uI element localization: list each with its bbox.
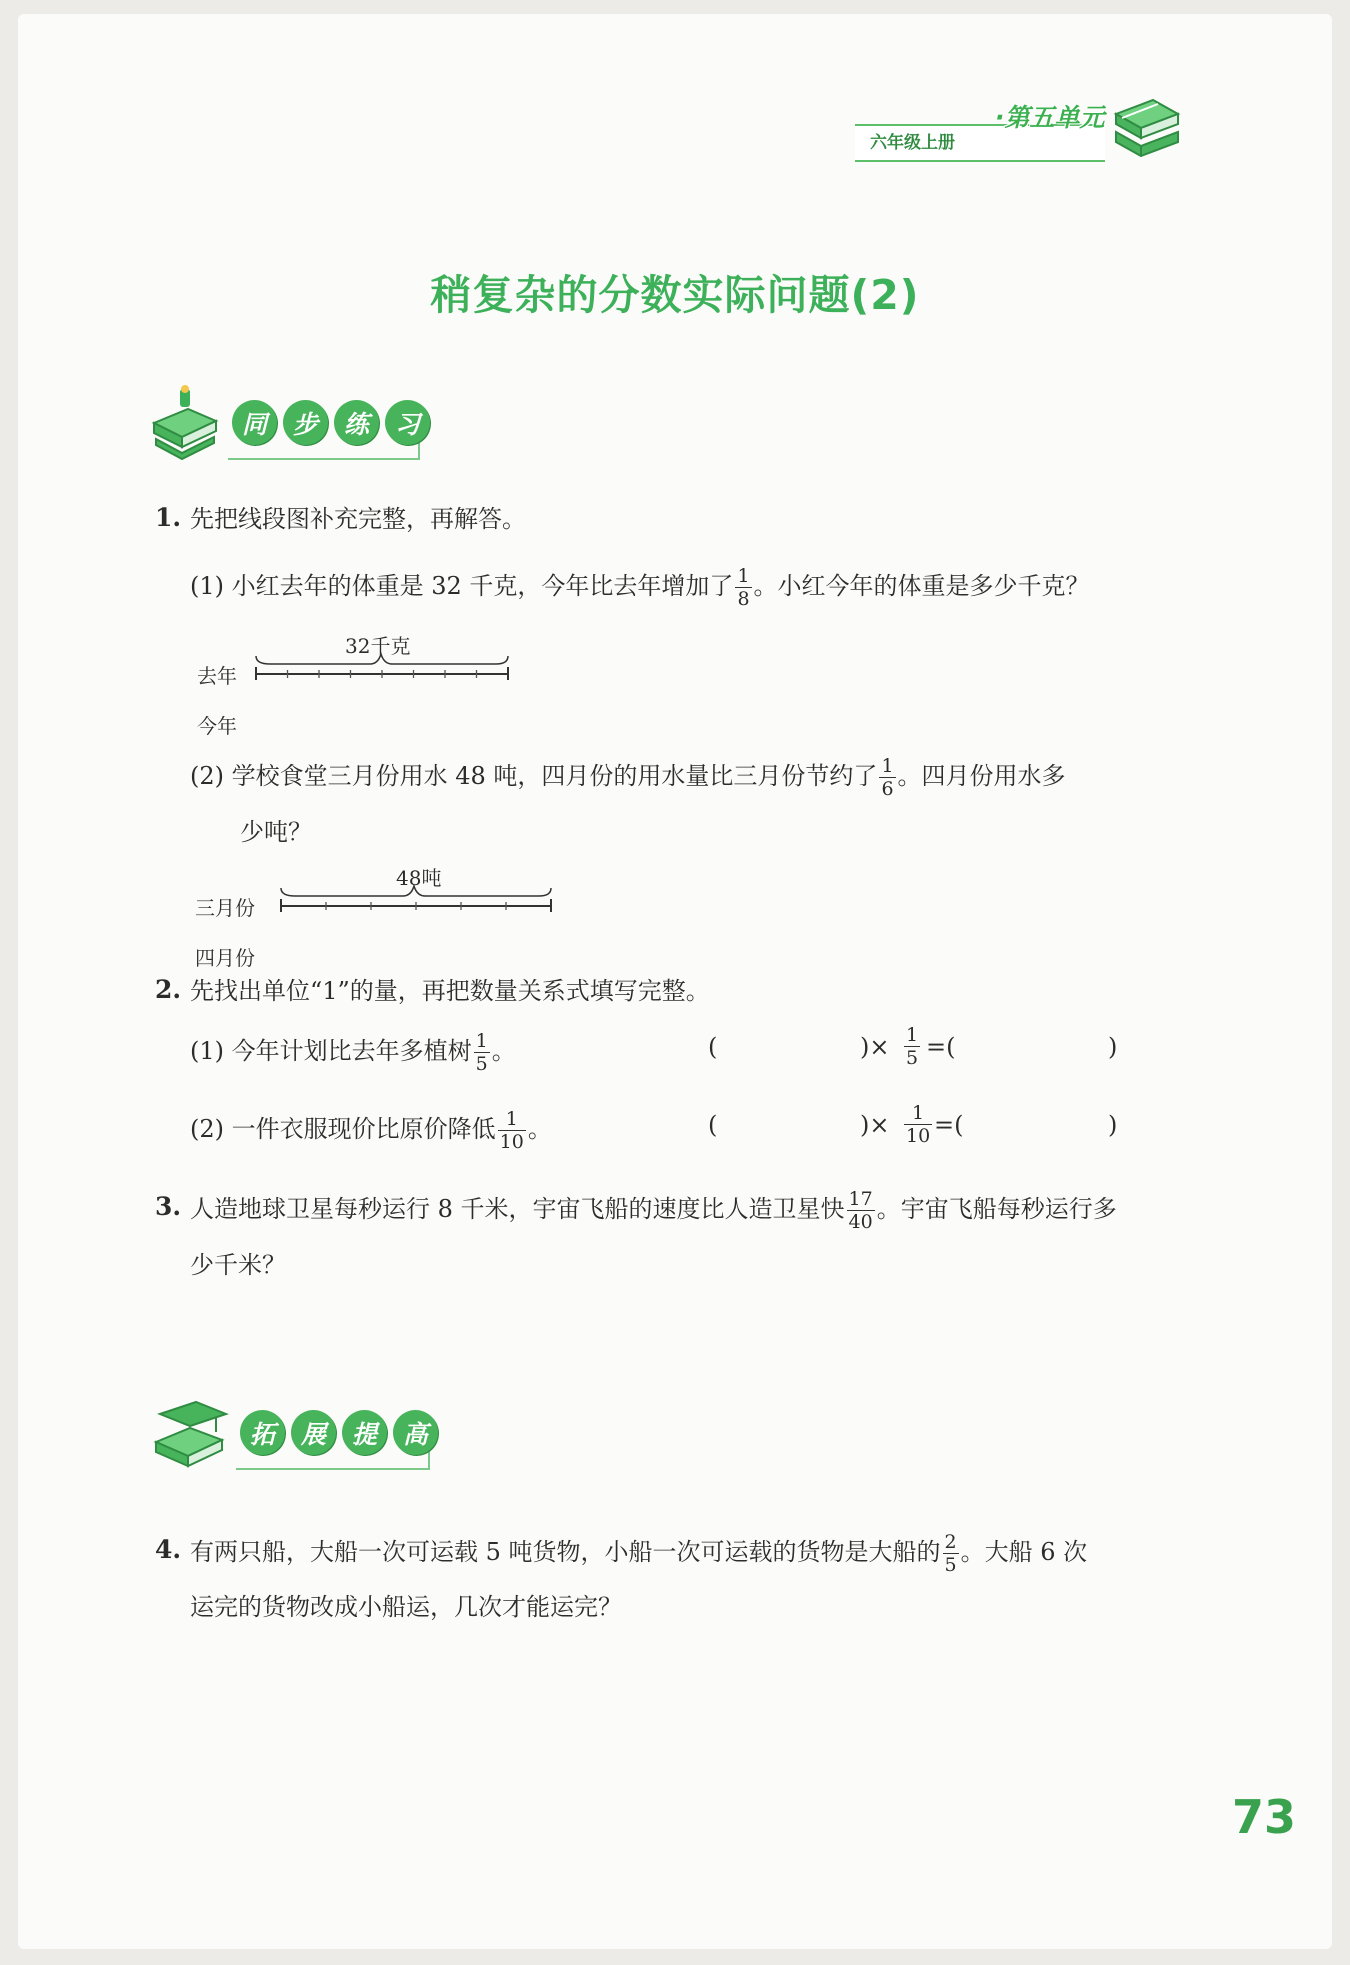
graduation-books-icon [150,1398,230,1473]
question-text-cont: 运完的货物改成小船运，几次才能运完？ [190,1593,622,1621]
row-label: 三月份 [195,896,255,920]
banner-char: 拓 [240,1410,285,1455]
banner-char: 同 [232,400,277,445]
subquestion-2-2: (2) 一件衣服现价比原价降低 $\frac{1}{10}$ 。 [190,1108,552,1153]
banner-char: 高 [393,1410,438,1455]
practice-banner [232,400,430,445]
page-number: 73 [1232,1790,1297,1844]
fraction: $\frac{1}{10}$ [499,1108,524,1153]
fraction: $\frac{2}{5}$ [944,1531,957,1576]
grade-label: 六年级上册 [870,133,955,153]
subquestion-1-2-cont: 少吨？ [240,818,312,846]
line-segment-diagram [250,650,520,690]
question-number: 2. [155,975,182,1004]
book-stack-icon [150,385,220,460]
books-icon [1108,92,1183,162]
fraction: $\frac{17}{40}$ [848,1188,873,1233]
row-label: 今年 [197,714,237,738]
line-segment-diagram [275,882,565,922]
row-label: 四月份 [195,946,255,970]
unit-label: ·第五单元 [995,103,1105,132]
question-text: 有两只船，大船一次可运载 5 吨货物，小船一次可运载的货物是大船的 $\frac{2}{5}$ 。大船 6 次 [190,1531,1088,1576]
fraction: $\frac{1}{5}$ [906,1024,919,1069]
banner-char: 展 [291,1410,336,1455]
question-text: 先找出单位“1”的量，再把数量关系式填写完整。 [190,977,710,1005]
segment-value-label: 32千克 [345,634,411,658]
subquestion-1-1: (1) 小红去年的体重是 32 千克，今年比去年增加了 $\frac{1}{8}$ 。小红今年的体重是多少千克？ [190,565,1090,610]
fraction: $\frac{1}{8}$ [737,565,750,610]
question-number: 3. [155,1192,182,1221]
banner-char: 提 [342,1410,387,1455]
segment-value-label: 48吨 [396,866,442,890]
banner-char: 习 [385,400,430,445]
question-text-cont: 少千米？ [190,1251,286,1279]
subquestion-1-2: (2) 学校食堂三月份用水 48 吨，四月份的用水量比三月份节约了 $\frac{1}{6}$ 。四月份用水多 [190,755,1066,800]
question-number: 4. [155,1535,182,1564]
banner-char: 步 [283,400,328,445]
row-label: 去年 [197,664,237,688]
fraction: $\frac{1}{6}$ [881,755,894,800]
fraction: $\frac{1}{10}$ [906,1102,931,1147]
question-text: 人造地球卫星每秒运行 8 千米，宇宙飞船的速度比人造卫星快 $\frac{17}{40}$ 。宇宙飞船每秒运行多 [190,1188,1117,1233]
question-number: 1. [155,503,182,532]
subquestion-2-1: (1) 今年计划比去年多植树 $\frac{1}{5}$ 。 [190,1030,516,1075]
question-text: 先把线段图补充完整，再解答。 [190,505,526,533]
page-title: 稍复杂的分数实际问题(2) [430,271,920,319]
fraction: $\frac{1}{5}$ [475,1030,488,1075]
banner-char: 练 [334,400,379,445]
extend-banner [240,1410,438,1455]
